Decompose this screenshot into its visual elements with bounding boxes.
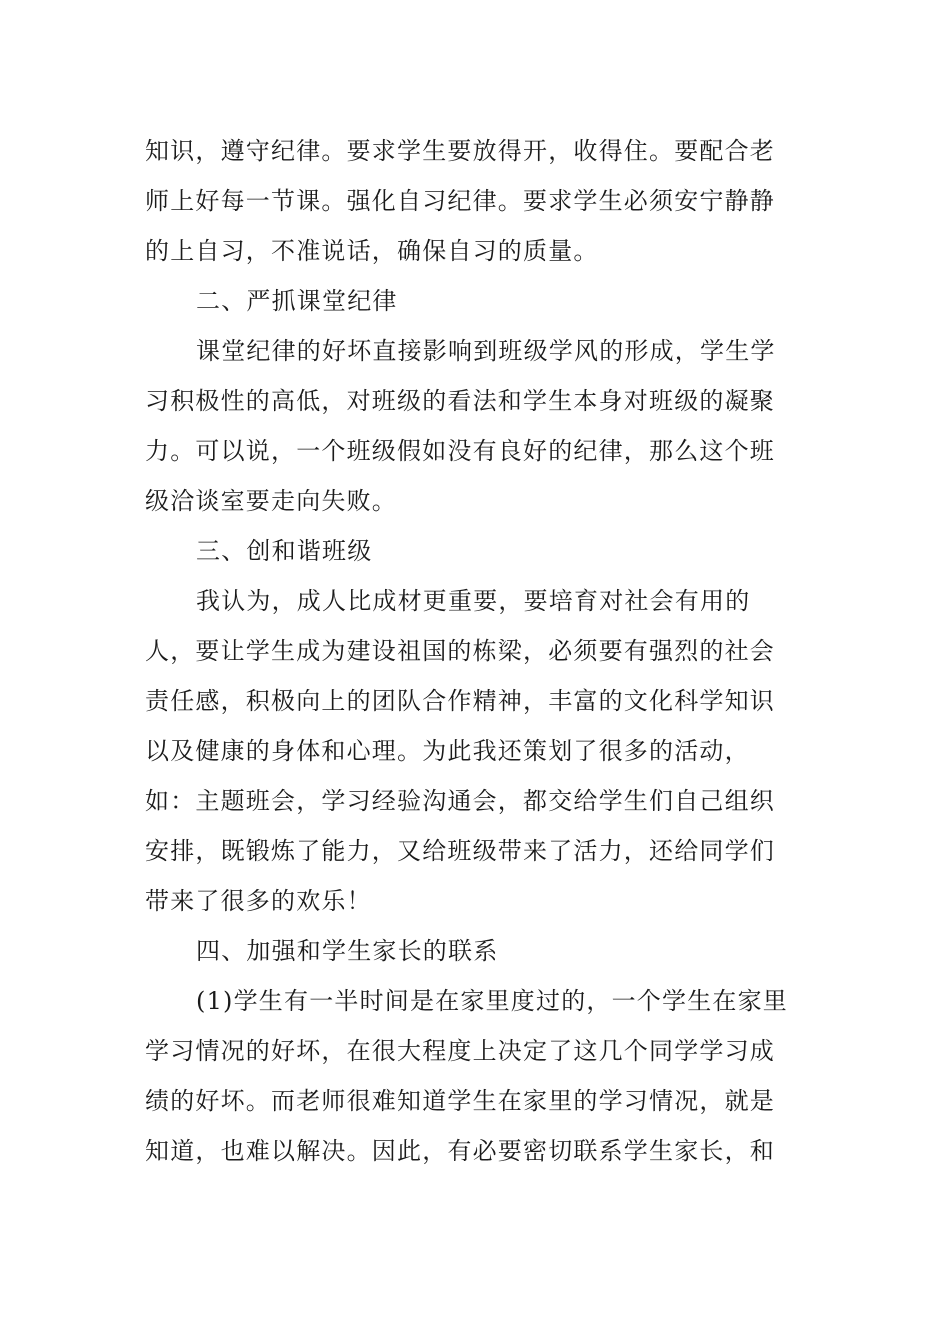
text-line: 课堂纪律的好坏直接影响到班级学风的形成，学生学 bbox=[196, 337, 776, 365]
text-line: 知道，也难以解决。因此，有必要密切联系学生家长，和 bbox=[145, 1137, 775, 1165]
section-heading: 二、严抓课堂纪律 bbox=[196, 287, 398, 315]
text-line: 安排，既锻炼了能力，又给班级带来了活力，还给同学们 bbox=[145, 837, 775, 865]
text-line: 习积极性的高低，对班级的看法和学生本身对班级的凝聚 bbox=[145, 387, 775, 415]
text-line: (1)学生有一半时间是在家里度过的，一个学生在家里 bbox=[196, 987, 788, 1015]
section-heading: 四、加强和学生家长的联系 bbox=[196, 937, 499, 965]
text-line: 师上好每一节课。强化自习纪律。要求学生必须安宁静静 bbox=[145, 187, 775, 215]
text-line: 知识，遵守纪律。要求学生要放得开，收得住。要配合老 bbox=[145, 137, 775, 165]
text-line: 力。可以说，一个班级假如没有良好的纪律，那么这个班 bbox=[145, 437, 775, 465]
section-heading: 三、创和谐班级 bbox=[196, 537, 373, 565]
text-line: 人，要让学生成为建设祖国的栋梁，必须要有强烈的社会 bbox=[145, 637, 775, 665]
text-line: 我认为，成人比成材更重要，要培育对社会有用的 bbox=[196, 587, 751, 615]
text-line: 绩的好坏。而老师很难知道学生在家里的学习情况，就是 bbox=[145, 1087, 775, 1115]
text-line: 学习情况的好坏，在很大程度上决定了这几个同学学习成 bbox=[145, 1037, 775, 1065]
text-line: 带来了很多的欢乐！ bbox=[145, 887, 372, 915]
text-line: 的上自习，不准说话，确保自习的质量。 bbox=[145, 237, 599, 265]
text-line: 级洽谈室要走向失败。 bbox=[145, 487, 397, 515]
text-line: 以及健康的身体和心理。为此我还策划了很多的活动， bbox=[145, 737, 750, 765]
text-line: 责任感，积极向上的团队合作精神，丰富的文化科学知识 bbox=[145, 687, 775, 715]
text-line: 如：主题班会，学习经验沟通会，都交给学生们自己组织 bbox=[145, 787, 775, 815]
